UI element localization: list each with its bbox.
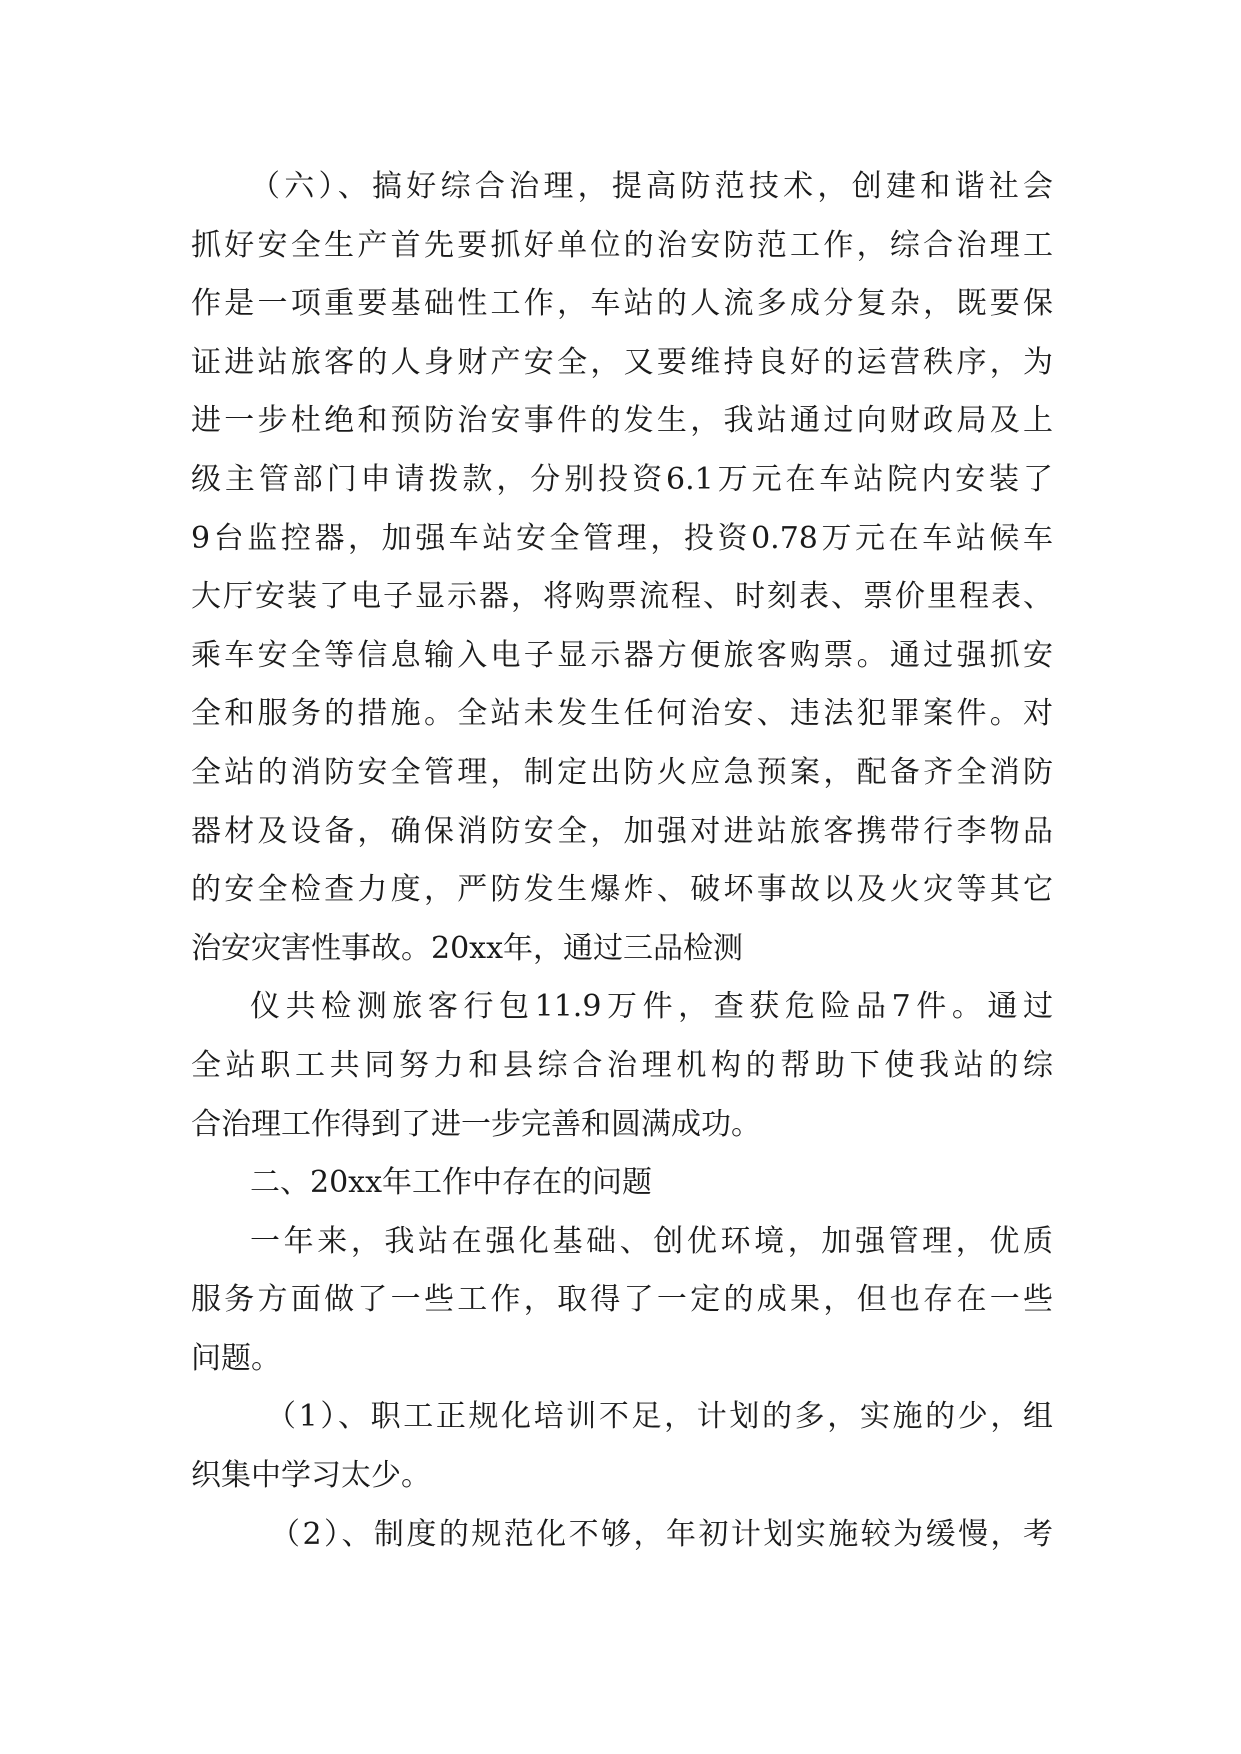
paragraph-line: 大厅安装了电子显示器，将购票流程、时刻表、票价里程表、	[191, 579, 1053, 615]
paragraph-line: 作是一项重要基础性工作，车站的人流多成分复杂，既要保	[191, 286, 1053, 322]
paragraph-line: 合治理工作得到了进一步完善和圆满成功。	[191, 1106, 761, 1142]
paragraph-line: 9台监控器，加强车站安全管理，投资0.78万元在车站候车	[191, 520, 1053, 556]
paragraph-line: 一年来，我站在强化基础、创优环境，加强管理，优质	[250, 1223, 1053, 1259]
list-item-continuation: 织集中学习太少。	[191, 1458, 431, 1494]
paragraph-line: 治安灾害性事故。20xx年，通过三品检测	[191, 930, 744, 966]
paragraph-line: 乘车安全等信息输入电子显示器方便旅客购票。通过强抓安	[191, 637, 1053, 673]
paragraph-line: 仪共检测旅客行包11.9万件，查获危险品7件。通过	[250, 989, 1053, 1025]
paragraph-line: 全和服务的措施。全站未发生任何治安、违法犯罪案件。对	[191, 696, 1053, 732]
paragraph-line: 器材及设备，确保消防安全，加强对进站旅客携带行李物品	[191, 813, 1053, 849]
paragraph-line: 级主管部门申请拨款，分别投资6.1万元在车站院内安装了	[191, 461, 1053, 497]
list-item: （1）、职工正规化培训不足，计划的多，实施的少，组	[266, 1399, 1053, 1435]
paragraph-line: 的安全检查力度，严防发生爆炸、破坏事故以及火灾等其它	[191, 872, 1053, 908]
paragraph-line: 进一步杜绝和预防治安事件的发生，我站通过向财政局及上	[191, 403, 1053, 439]
paragraph-line: 抓好安全生产首先要抓好单位的治安防范工作，综合治理工	[191, 227, 1053, 263]
paragraph-line: 全站的消防安全管理，制定出防火应急预案，配备齐全消防	[191, 754, 1053, 790]
paragraph-line: 问题。	[191, 1340, 281, 1376]
section-heading: 二、20xx年工作中存在的问题	[250, 1165, 653, 1201]
paragraph-line: 证进站旅客的人身财产安全，又要维持良好的运营秩序，为	[191, 344, 1053, 380]
paragraph-line: 全站职工共同努力和县综合治理机构的帮助下使我站的综	[191, 1047, 1053, 1083]
document-body	[191, 158, 1053, 1564]
list-item: （2）、制度的规范化不够，年初计划实施较为缓慢，考	[270, 1516, 1053, 1552]
section-heading: （六）、搞好综合治理，提高防范技术，创建和谐社会	[250, 169, 1053, 204]
paragraph-line: 服务方面做了一些工作，取得了一定的成果，但也存在一些	[191, 1282, 1053, 1318]
